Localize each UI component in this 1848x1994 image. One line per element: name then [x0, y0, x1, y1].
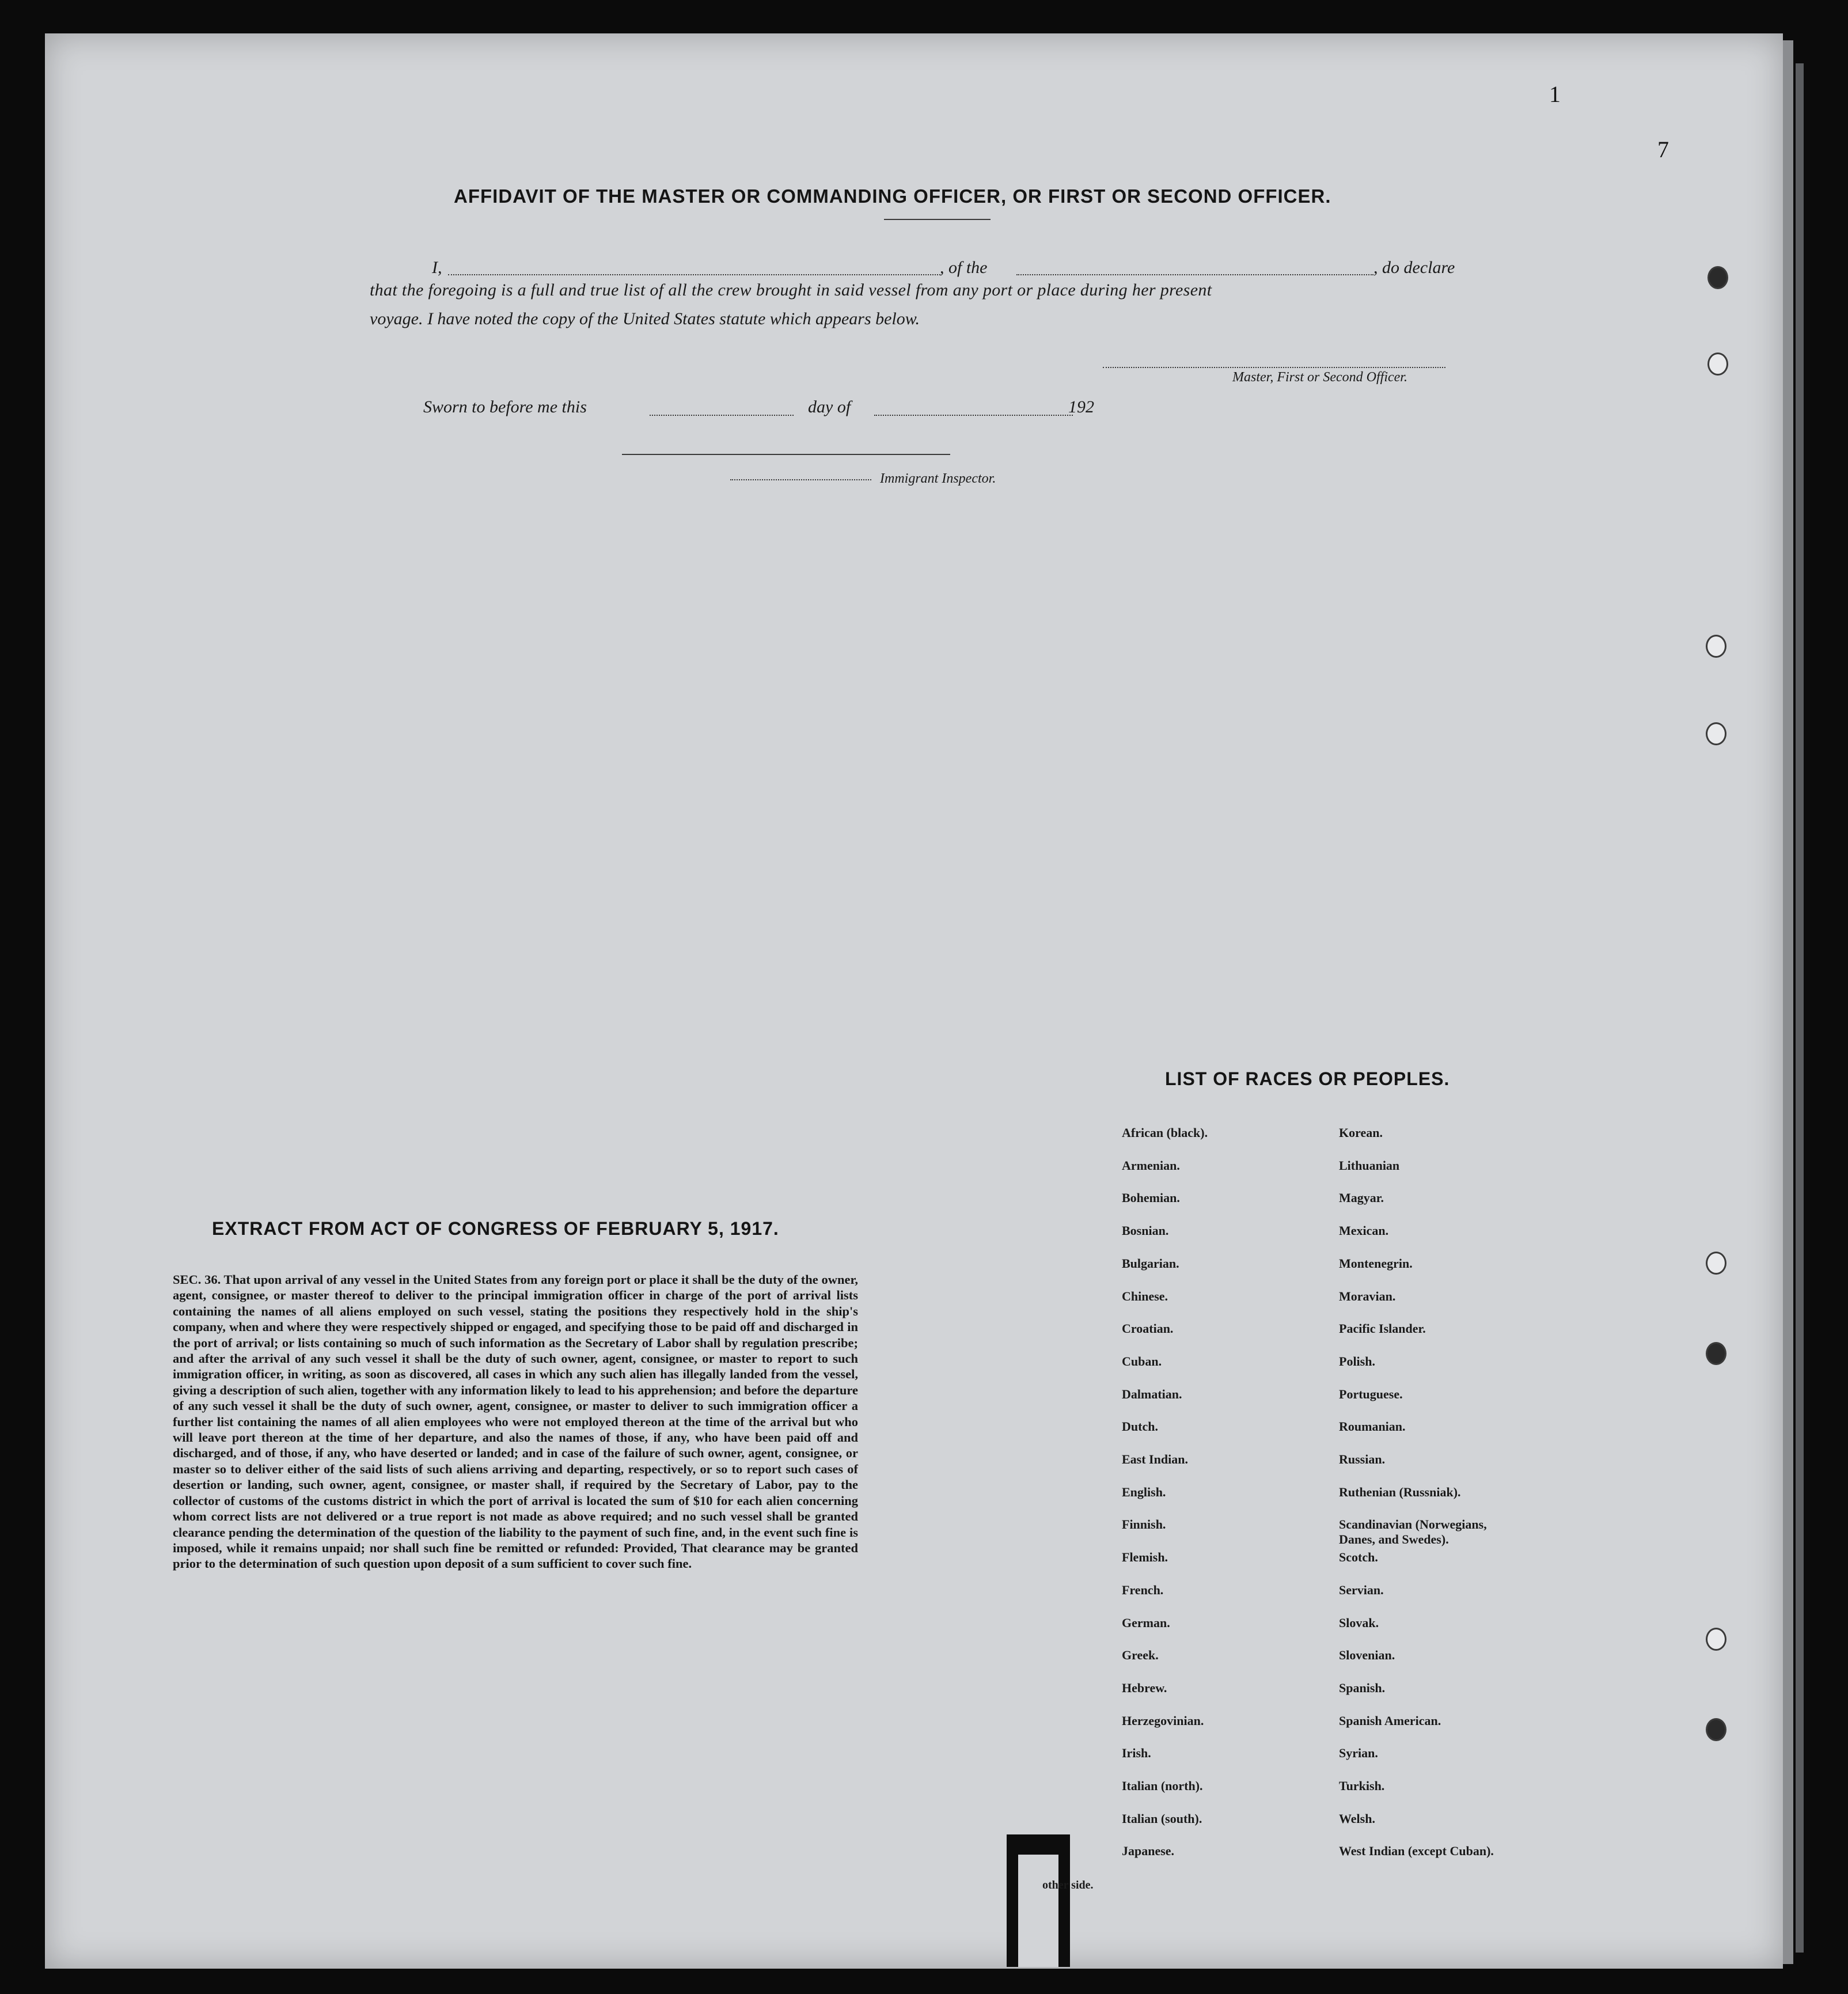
sheet-edge: [1783, 40, 1793, 1964]
punch-hole: [1706, 1718, 1726, 1741]
race-item: Bohemian.: [1122, 1191, 1180, 1205]
day-blank: [650, 415, 794, 416]
race-item: East Indian.: [1122, 1452, 1188, 1466]
race-item: Magyar.: [1339, 1191, 1384, 1205]
race-item: French.: [1122, 1583, 1164, 1597]
race-item: African (black).: [1122, 1125, 1208, 1140]
inspector-signature-line: [622, 454, 950, 455]
month-blank: [874, 415, 1073, 416]
title-underline: [884, 219, 991, 220]
race-item: Armenian.: [1122, 1158, 1180, 1173]
signature-caption: Master, First or Second Officer.: [1232, 370, 1407, 385]
race-item: Flemish.: [1122, 1550, 1168, 1564]
race-item: Spanish.: [1339, 1681, 1386, 1695]
race-item: Montenegrin.: [1339, 1256, 1413, 1271]
race-item: Spanish American.: [1339, 1714, 1441, 1728]
races-title: LIST OF RACES OR PEOPLES.: [1165, 1068, 1450, 1089]
punch-hole: [1706, 1628, 1726, 1651]
affidavit-i: I,: [432, 258, 442, 277]
race-item: Hebrew.: [1122, 1681, 1167, 1695]
race-item: Scotch.: [1339, 1550, 1378, 1564]
race-item: Japanese.: [1122, 1844, 1175, 1858]
punch-hole: [1707, 352, 1728, 376]
affidavit-of-the: , of the: [940, 258, 988, 277]
race-item: Lithuanian: [1339, 1158, 1400, 1173]
punch-hole: [1706, 1342, 1726, 1365]
race-item: Moravian.: [1339, 1289, 1396, 1303]
race-item: German.: [1122, 1616, 1170, 1630]
race-item: Croatian.: [1122, 1321, 1174, 1336]
race-item: Syrian.: [1339, 1746, 1378, 1760]
affidavit-declare: , do declare: [1373, 258, 1455, 277]
race-item: Polish.: [1339, 1354, 1375, 1368]
race-item: Italian (north).: [1122, 1779, 1203, 1793]
race-item: English.: [1122, 1485, 1166, 1499]
race-item: Irish.: [1122, 1746, 1151, 1760]
race-item: Cuban.: [1122, 1354, 1162, 1368]
race-item: Scandinavian (Norwegians, Danes, and Swedes).: [1339, 1517, 1487, 1546]
torn-fragment-inner: [1018, 1855, 1058, 1967]
race-item: Korean.: [1339, 1125, 1383, 1140]
race-item: Italian (south).: [1122, 1811, 1202, 1826]
affidavit-title: AFFIDAVIT OF THE MASTER OR COMMANDING OFFICER, OR FIRST OR SECOND OFFICER.: [454, 185, 1331, 207]
extract-title: EXTRACT FROM ACT OF CONGRESS OF FEBRUARY 5, 1917.: [212, 1218, 779, 1239]
race-item: Greek.: [1122, 1648, 1159, 1662]
punch-hole: [1706, 635, 1726, 658]
inspector-caption: Immigrant Inspector.: [880, 471, 996, 486]
race-item: Mexican.: [1339, 1223, 1389, 1238]
race-item: Finnish.: [1122, 1517, 1166, 1531]
sheet-edge-back: [1796, 63, 1804, 1953]
race-item: West Indian (except Cuban).: [1339, 1844, 1494, 1858]
page-number: 1: [1549, 81, 1561, 107]
race-item: Herzegovinian.: [1122, 1714, 1204, 1728]
sworn-prefix: Sworn to before me this: [423, 397, 587, 416]
race-item: Servian.: [1339, 1583, 1384, 1597]
signature-blank: [1103, 367, 1445, 368]
position-blank: [1016, 274, 1373, 275]
race-item: Roumanian.: [1339, 1419, 1406, 1434]
punch-hole: [1707, 266, 1728, 289]
race-item: Pacific Islander.: [1339, 1321, 1426, 1336]
race-item: Bulgarian.: [1122, 1256, 1179, 1271]
race-item: Russian.: [1339, 1452, 1386, 1466]
year-prefix: 192: [1068, 397, 1094, 416]
race-item: Portuguese.: [1339, 1387, 1403, 1401]
race-item: Slovenian.: [1339, 1648, 1395, 1662]
race-item: Ruthenian (Russniak).: [1339, 1485, 1461, 1499]
race-item: Bosnian.: [1122, 1223, 1169, 1238]
punch-hole: [1706, 1252, 1726, 1275]
inspector-blank: [730, 479, 871, 480]
punch-hole: [1706, 722, 1726, 745]
act-section-36-text: SEC. 36. That upon arrival of any vessel in the United States from any foreign port or place it shall be the duty of the owner, agent, consignee, or master thereof to deliver to the principal immigration officer in charge of the port of arrival lists containing the names of all aliens employed on such vessel, stating the positions they respectively hold in the ship's company, when and where they were respectively shipped or engaged, and specifying those to be paid off and discharged in the port of arrival; or lists containing so much of such information as the Secretary of Labor shall by regulation prescribe; and after the arrival of any such vessel it shall be the duty of such owner, agent, consignee, or master to report to such immigration officer, in writing, as soon as discovered, all cases in which any such alien has illegally landed from the vessel, giving a description of such alien, together with any information likely to lead to his apprehension; and before the departure of any such vessel it shall be the duty of such owner, agent, consignee, or master to deliver to such immigration officer a further list containing the names of all alien employees who were not employed thereon at the time of the arrival but who will leave port thereon at the time of her departure, and also the names of those, if any, who have been paid off and discharged, and of those, if any, who have deserted or landed; and in case of the failure of such owner, agent, consignee, or master so to deliver either of the said lists of such aliens arriving and departing, respectively, or so to report such cases of desertion or landing, such owner, agent, consignee, or master shall, if required by the Secretary of Labor, pay to the collector of customs of the customs district in which the port of arrival is located the sum of $10 for each alien concerning whom correct lists are not delivered or a true report is not made as above required; and no such vessel shall be granted clearance pending the determination of the question of the liability to the payment of such fine, and, in the event such fine is imposed, while it remains unpaid; nor shall such fine be remitted or refunded: Provided, That clearance may be granted prior to the determination of such question upon deposit of a sum sufficient to cover such fine.: [173, 1272, 858, 1571]
footer-fragment: other side.: [1042, 1879, 1094, 1891]
day-of: day of: [808, 397, 851, 416]
race-item: Turkish.: [1339, 1779, 1385, 1793]
affidavit-line-2: that the foregoing is a full and true list of all the crew brought in said vessel from any port or place during her present: [370, 280, 1212, 300]
race-item: Chinese.: [1122, 1289, 1168, 1303]
corner-mark: 7: [1657, 137, 1669, 162]
race-item: Welsh.: [1339, 1811, 1375, 1826]
affidavit-line-3: voyage. I have noted the copy of the United States statute which appears below.: [370, 309, 920, 328]
race-item: Slovak.: [1339, 1616, 1379, 1630]
race-item: Dalmatian.: [1122, 1387, 1182, 1401]
race-item: Dutch.: [1122, 1419, 1158, 1434]
name-blank: [448, 274, 940, 275]
